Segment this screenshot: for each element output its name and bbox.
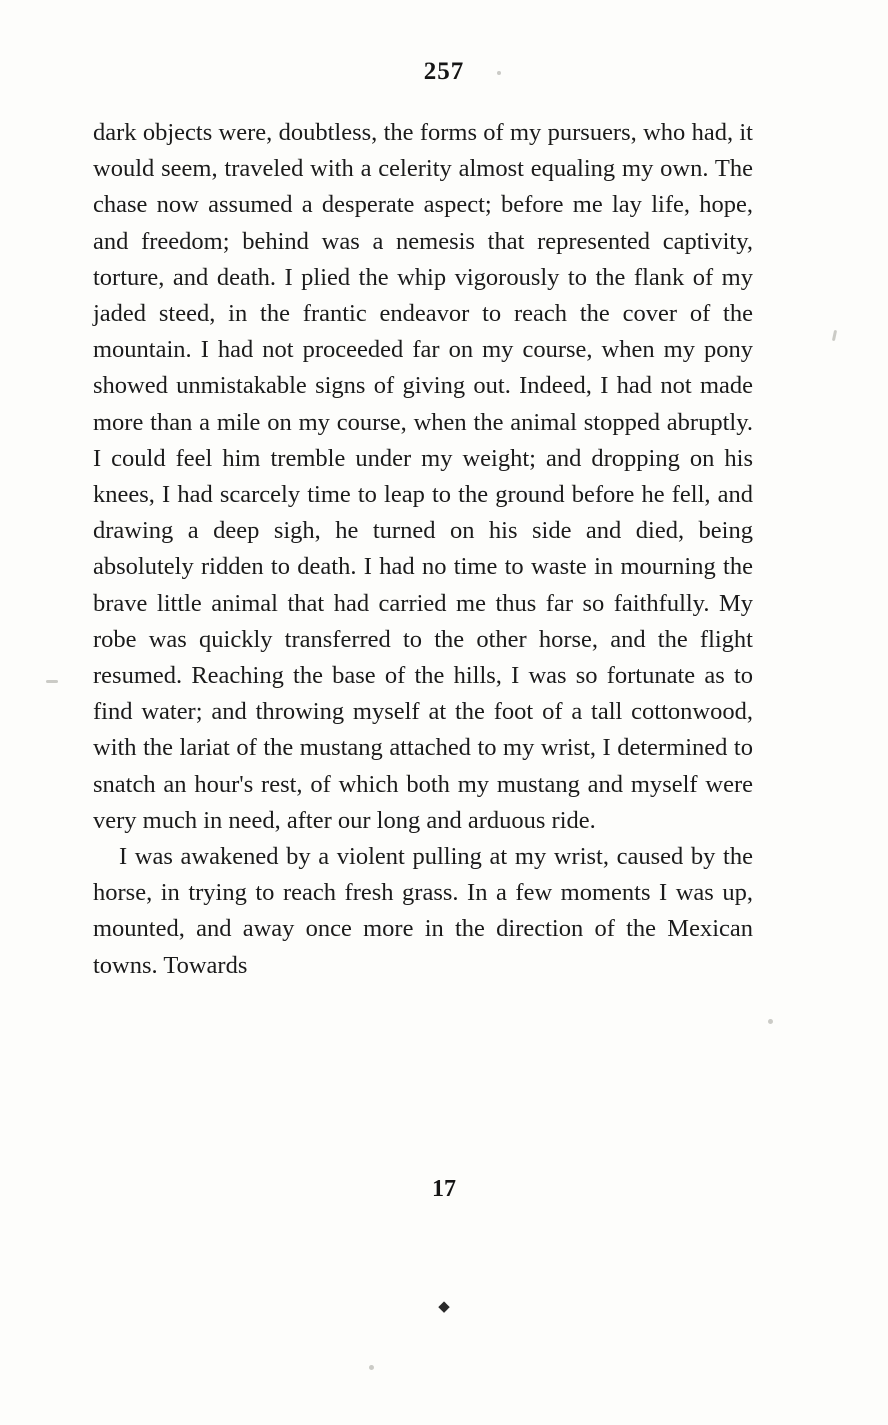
paragraph: I was awakened by a violent pulling at my wrist, caused by the horse, in trying to reach fresh grass. In a few moments I was up, mounted, and away once more in the direction of the Mexican towns. Towards <box>93 843 753 979</box>
signature-mark: 17 <box>432 1176 456 1202</box>
page-speck <box>46 680 58 683</box>
page-speck <box>369 1365 374 1370</box>
page-speck <box>768 1019 773 1024</box>
page-body-text <box>93 115 753 984</box>
ornament-mark: ◆ <box>438 1299 450 1315</box>
page-speck <box>497 71 501 75</box>
page-number: 257 <box>423 58 465 85</box>
paragraph: dark objects were, doubtless, the forms of my pursuers, who had, it would seem, traveled with a celerity almost equaling my own. The chase now assumed a desperate aspect; before me lay life, hope, and freedom; behind was a nemesis that represented captivity, torture, and death. I plied the whip vigorously to the flank of my jaded steed, in the frantic endeavor to reach the cover of the mountain. I had not proceeded far on my course, when my pony showed unmistakable signs of giving out. Indeed, I had not made more than a mile on my course, when the animal stopped abruptly. I could feel him tremble under my weight; and dropping on his knees, I had scarcely time to leap to the ground before he fell, and drawing a deep sigh, he turned on his side and died, being absolutely ridden to death. I had no time to waste in mourning the brave little animal that had carried me thus far so faithfully. My robe was quickly transferred to the other horse, and the flight resumed. Reaching the base of the hills, I was so fortunate as to find water; and throwing myself at the foot of a tall cottonwood, with the lariat of the mustang attached to my wrist, I determined to snatch an hour's rest, of which both my mustang and myself were very much in need, after our long and arduous ride. <box>93 119 753 834</box>
page-speck <box>832 330 837 341</box>
